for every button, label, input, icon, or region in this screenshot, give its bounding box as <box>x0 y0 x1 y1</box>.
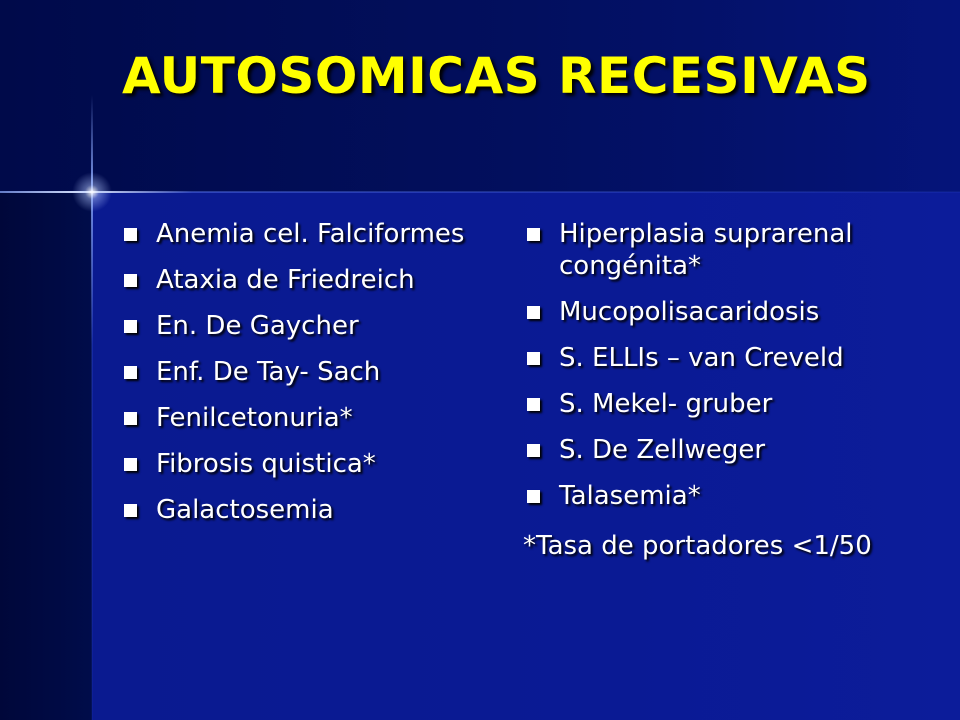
square-bullet-icon <box>124 504 137 517</box>
square-bullet-icon <box>527 352 540 365</box>
left-band <box>0 192 92 720</box>
square-bullet-icon <box>527 398 540 411</box>
footnote: *Tasa de portadores <1/50 <box>523 531 872 561</box>
list-item <box>523 434 943 466</box>
list-item <box>523 388 943 420</box>
square-bullet-icon <box>527 228 540 241</box>
list-item <box>120 494 490 526</box>
list-item <box>120 402 490 434</box>
square-bullet-icon <box>124 320 137 333</box>
square-bullet-icon <box>527 490 540 503</box>
list-item-label: Enf. De Tay- Sach <box>156 357 381 387</box>
list-item <box>523 342 943 374</box>
list-item-label: Galactosemia <box>156 495 334 525</box>
square-bullet-icon <box>124 366 137 379</box>
list-item-label: Fibrosis quistica* <box>156 449 376 479</box>
list-item-label: Anemia cel. Falciformes <box>156 219 465 249</box>
list-item <box>120 264 490 296</box>
square-bullet-icon <box>527 444 540 457</box>
list-item-label: Hiperplasia suprarenal congénita* <box>559 219 853 281</box>
list-item <box>120 448 490 480</box>
square-bullet-icon <box>124 412 137 425</box>
list-item <box>523 296 943 328</box>
list-item-label: En. De Gaycher <box>156 311 359 341</box>
list-item <box>523 218 943 282</box>
square-bullet-icon <box>124 458 137 471</box>
list-item-label: Talasemia* <box>559 481 701 511</box>
list-item-label: Fenilcetonuria* <box>156 403 353 433</box>
square-bullet-icon <box>124 274 137 287</box>
left-column-list <box>120 218 490 540</box>
square-bullet-icon <box>527 306 540 319</box>
sparkle-icon <box>72 172 112 212</box>
list-item-label: Mucopolisacaridosis <box>559 297 820 327</box>
list-item <box>120 310 490 342</box>
square-bullet-icon <box>124 228 137 241</box>
list-item-label: S. Mekel- gruber <box>559 389 773 419</box>
horizontal-accent-line <box>0 191 960 193</box>
list-item-label: Ataxia de Friedreich <box>156 265 415 295</box>
list-item <box>120 218 490 250</box>
list-item <box>120 356 490 388</box>
list-item-label: S. De Zellweger <box>559 435 766 465</box>
list-item-label: S. ELLIs – van Creveld <box>559 343 844 373</box>
slide-title: AUTOSOMICAS RECESIVAS <box>122 47 871 105</box>
right-column-list <box>523 218 943 526</box>
list-item <box>523 480 943 512</box>
